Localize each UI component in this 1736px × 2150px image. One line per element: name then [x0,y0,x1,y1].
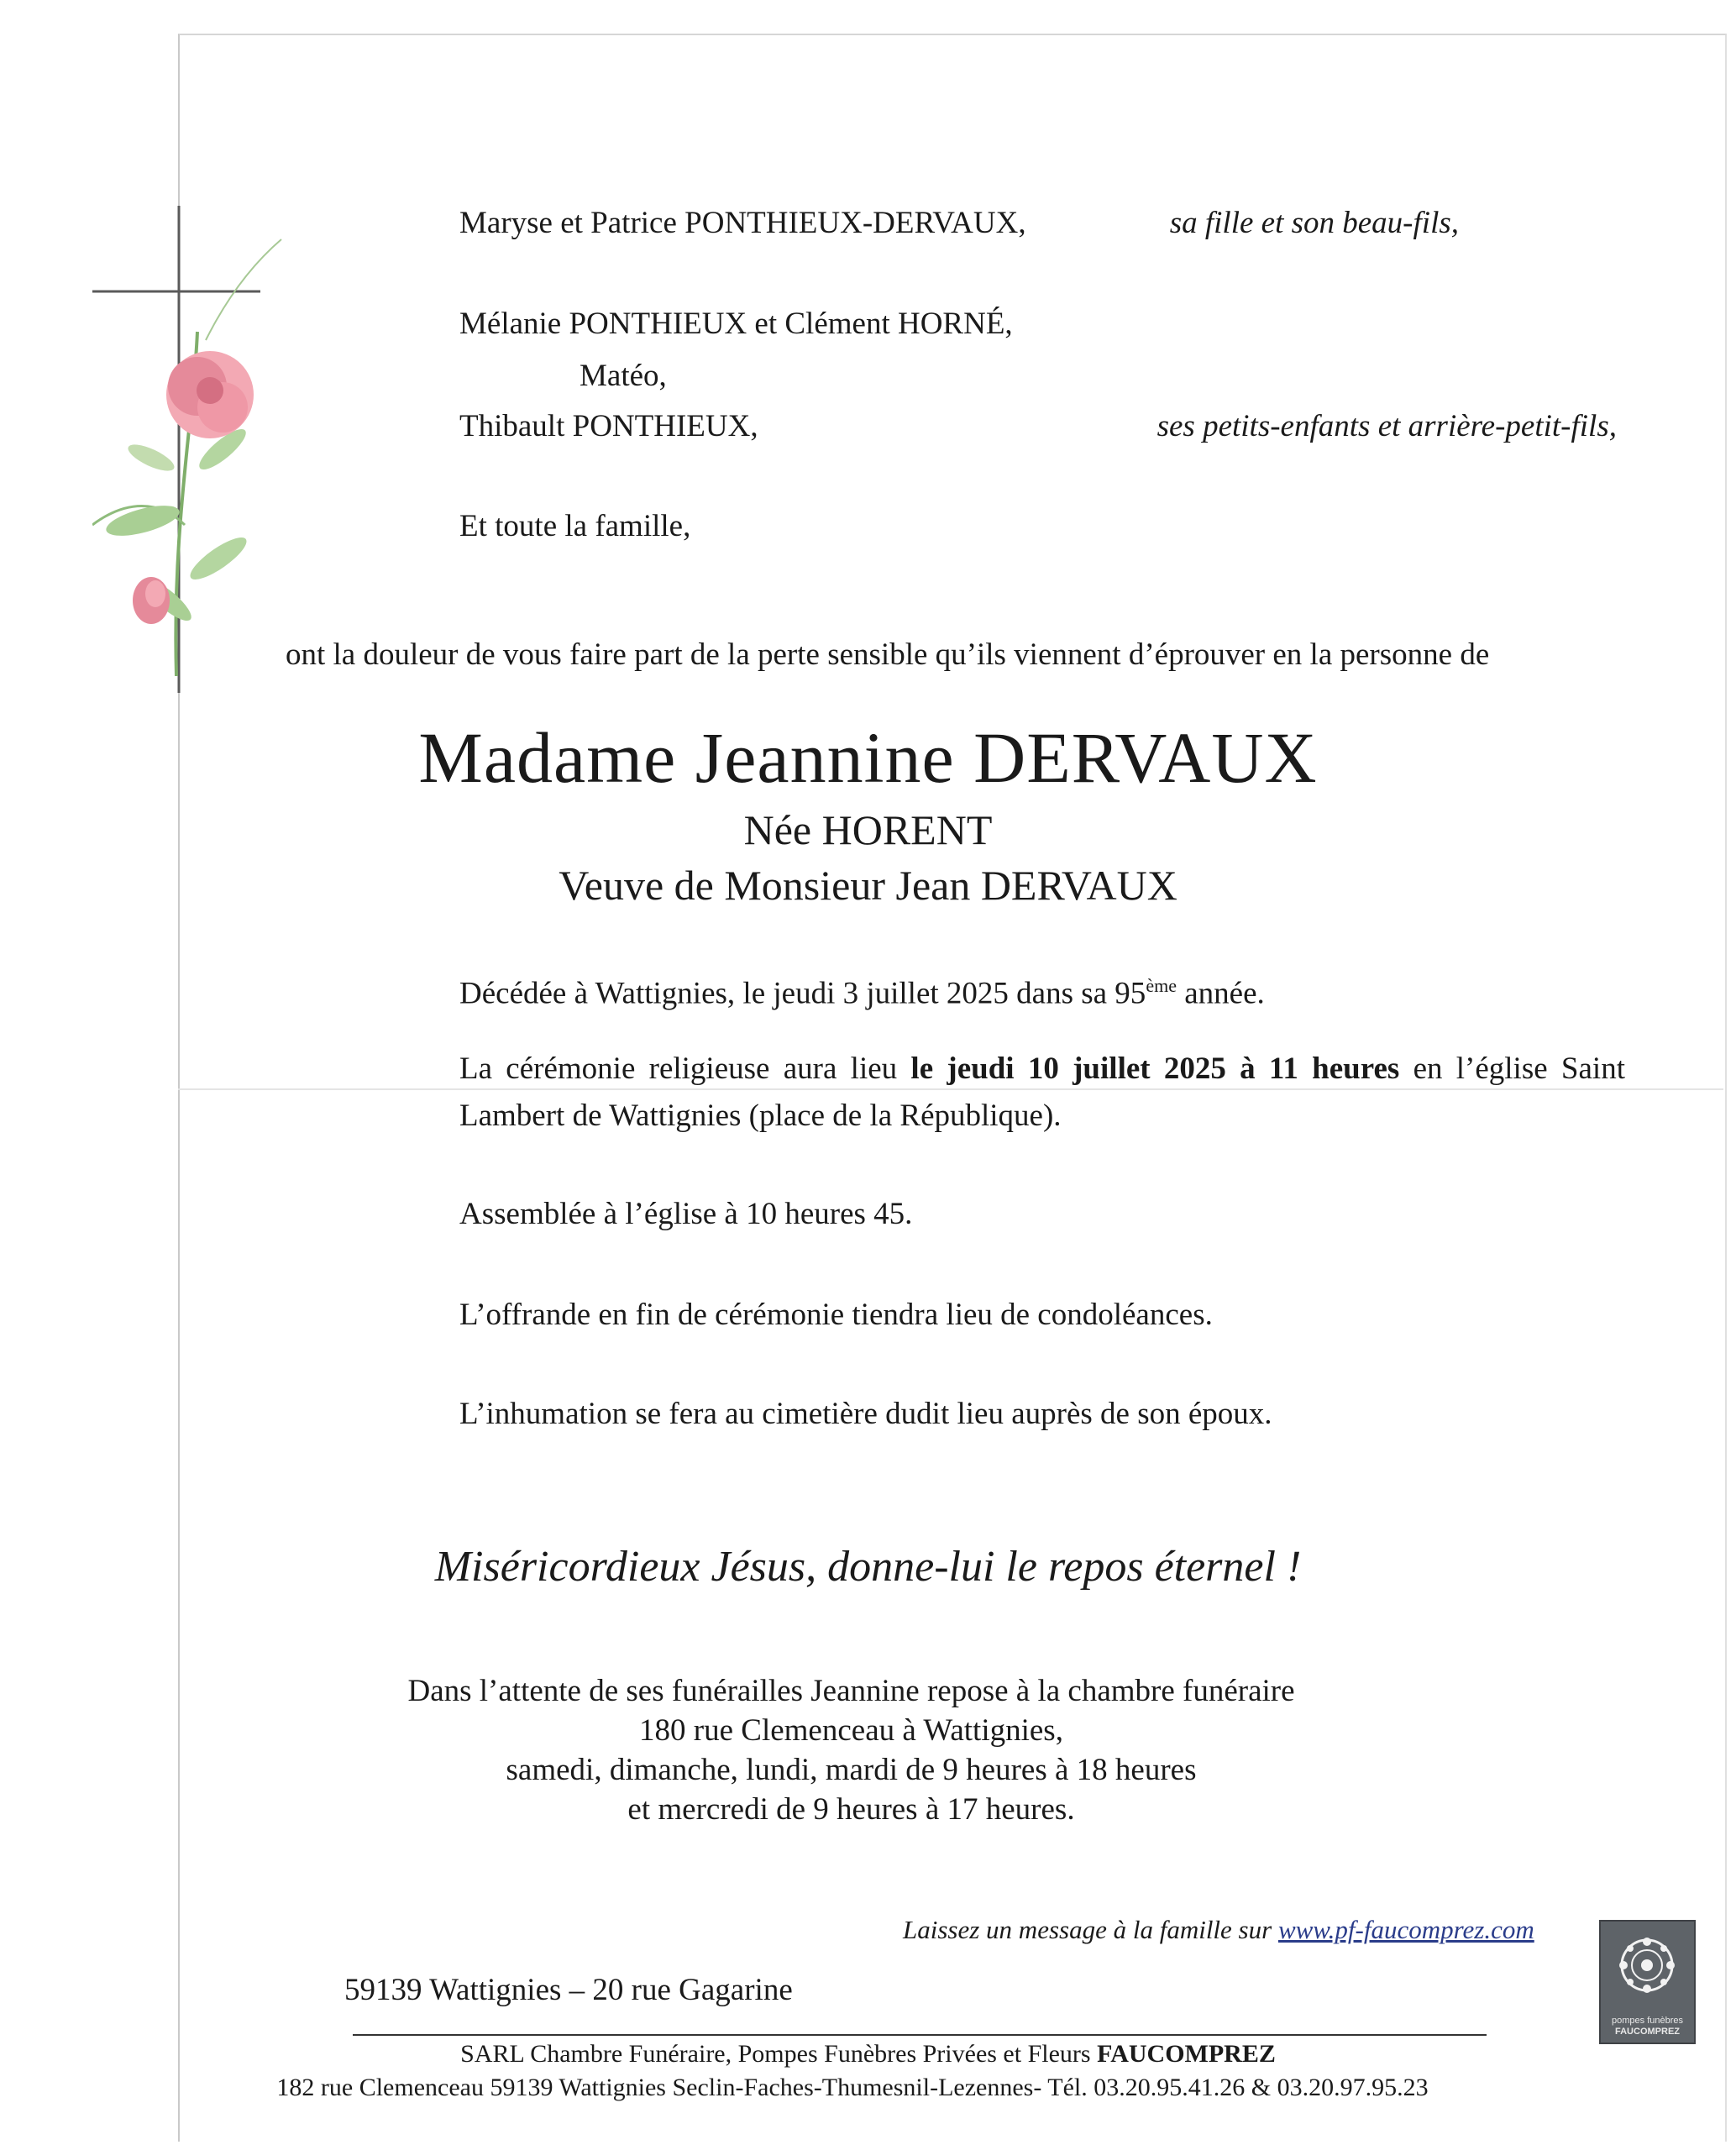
assembly-details: Assemblée à l’église à 10 heures 45. [459,1197,913,1231]
visitation-line-4: et mercredi de 9 heures à 17 heures. [627,1792,1075,1827]
logo-rosette-icon [1601,1922,1694,2014]
prayer: Miséricordieux Jésus, donne-lui le repos éternel ! [434,1543,1302,1591]
death-text-end: année. [1176,976,1265,1011]
visitation-info [0,1671,1702,1829]
footer-divider [353,2034,1487,2036]
visitation-line-1: Dans l’attente de ses funérailles Jeannine repose à la chambre funéraire [407,1674,1295,1708]
deceased-widow-of: Veuve de Monsieur Jean DERVAUX [559,862,1177,909]
burial-details: L’inhumation se fera au cimetière dudit lieu auprès de son époux. [459,1397,1272,1431]
family-great-grandchild: Matéo, [580,359,667,393]
death-ordinal-suffix: ème [1146,975,1177,996]
death-details [459,966,1265,1014]
website-link[interactable]: www.pf-faucomprez.com [1277,1915,1534,1944]
logo-name: FAUCOMPREZ [1615,2027,1680,2037]
deceased-maiden-name: Née HORENT [743,806,993,853]
deceased-name: Madame Jeannine DERVAUX [418,717,1318,798]
announcement-text: ont la douleur de vous faire part de la perte sensible qu’ils viennent d’éprouver en la personne de [286,637,1490,672]
ceremony-text: La cérémonie religieuse aura lieu [459,1051,911,1086]
footer-company-name: FAUCOMPREZ [1097,2040,1276,2068]
message-text: Laissez un message à la famille sur [903,1915,1278,1944]
ceremony-details [459,1046,1625,1140]
family-daughter-relation: sa fille et son beau-fils, [1169,206,1459,240]
family-grandchildren-relation: ses petits-enfants et arrière-petit-fils, [1156,409,1617,443]
message-line [903,1910,1534,1950]
faucomprez-logo [1599,1920,1696,2044]
footer-line-1 [0,2037,1736,2071]
footer-line-2: 182 rue Clemenceau 59139 Wattignies Seclin-Faches-Thumesnil-Lezennes- Tél. 03.20.95.41.26 & 03.20.97.95.23 [276,2074,1429,2101]
family-address: 59139 Wattignies – 20 rue Gagarine [344,1973,793,2007]
ceremony-location: en l’église Saint Lambert de Wattignies (place de la République). [459,1051,1625,1133]
visitation-line-3: samedi, dimanche, lundi, mardi de 9 heures à 18 heures [506,1753,1197,1787]
death-text: Décédée à Wattignies, le jeudi 3 juillet 2025 dans sa 95 [459,976,1146,1011]
offering-details: L’offrande en fin de cérémonie tiendra lieu de condoléances. [459,1298,1213,1332]
cross-flower-illustration [92,206,302,701]
visitation-line-2: 180 rue Clemenceau à Wattignies, [639,1713,1063,1748]
logo-small-text: pompes funèbres [1612,2016,1683,2026]
family-daughter: Maryse et Patrice PONTHIEUX-DERVAUX, [459,206,1026,240]
family-grandchildren-1: Mélanie PONTHIEUX et Clément HORNÉ, [459,307,1013,341]
ceremony-date: le jeudi 10 juillet 2025 à 11 heures [910,1051,1400,1086]
logo-caption [1601,2016,1694,2037]
footer-company-text: SARL Chambre Funéraire, Pompes Funèbres Privées et Fleurs [460,2040,1098,2068]
family-rest: Et toute la famille, [459,509,691,543]
family-grandchildren-2: Thibault PONTHIEUX, [459,409,758,443]
